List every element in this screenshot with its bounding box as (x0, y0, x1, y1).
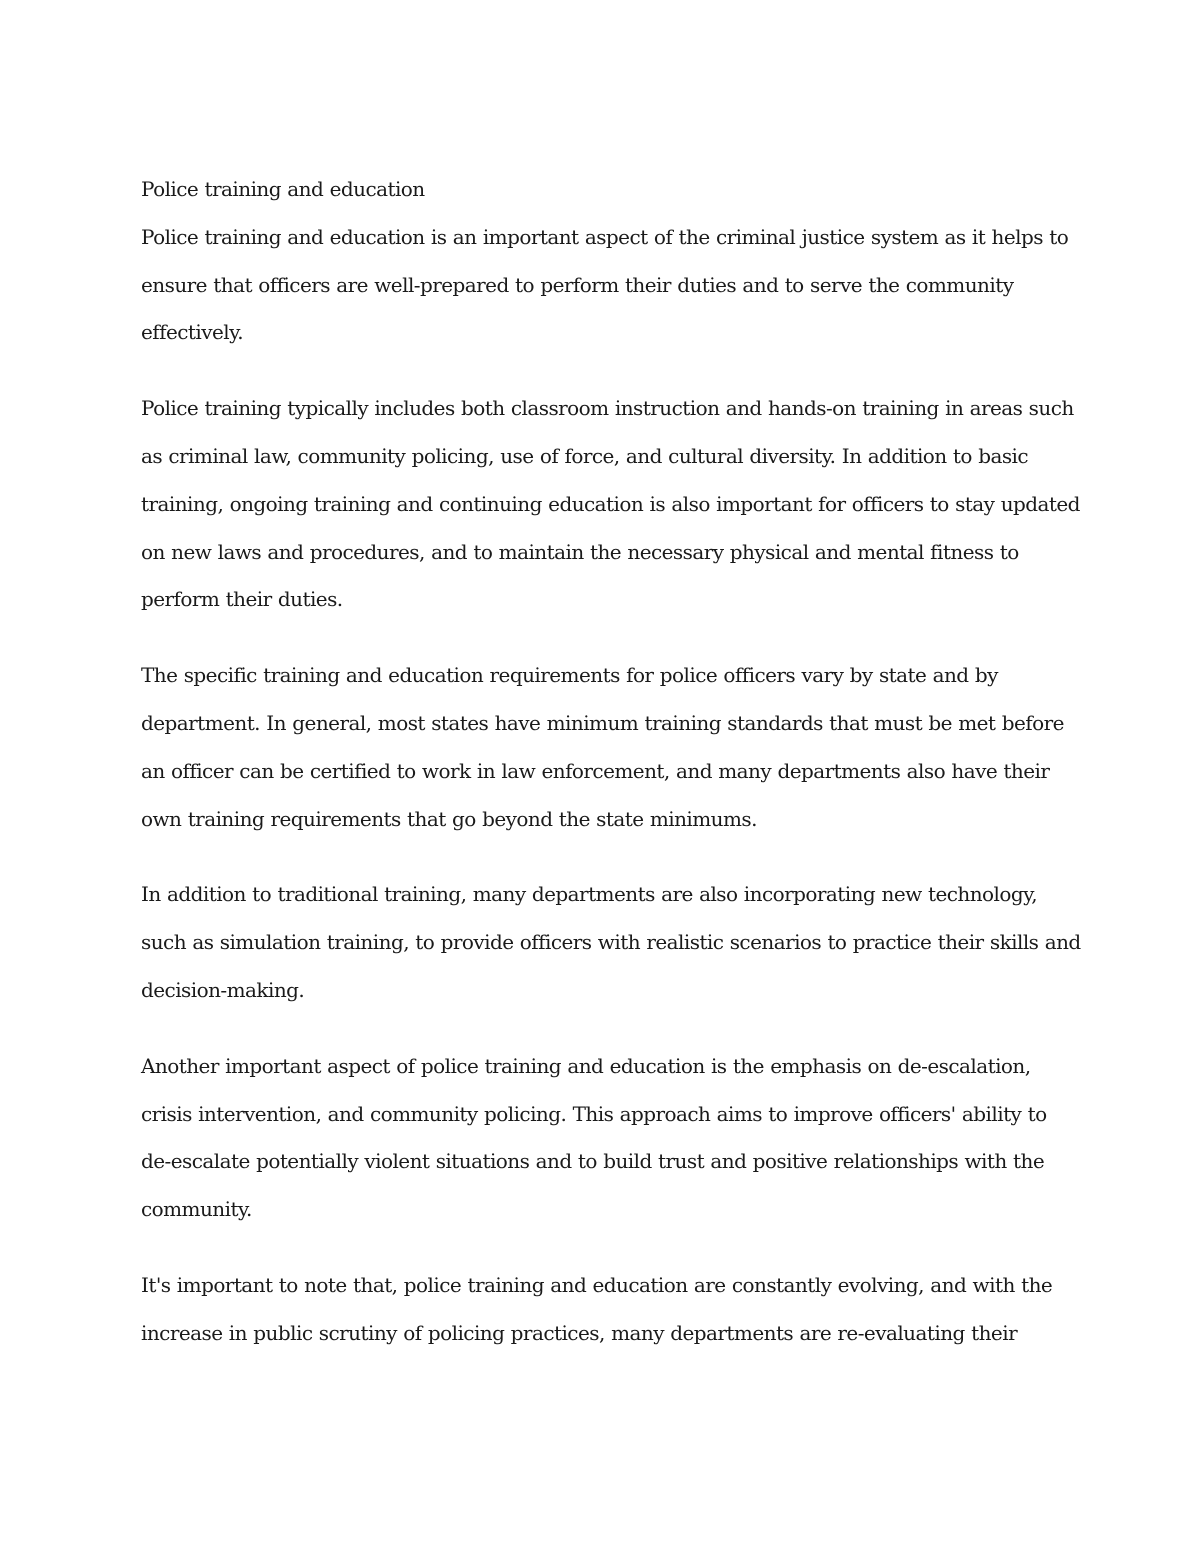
paragraph-5: Another important aspect of police training and education is the emphasis on de-escalation, crisis intervention, and community policing. This approach aims to improve officers' ability to de-escalate potentially violent situations and to build trust and positive relationships with the community. (141, 1053, 1047, 1222)
paragraph-3: The specific training and education requirements for police officers vary by state and by department. In general, most states have minimum training standards that must be met before an officer can be certified to work in law enforcement, and many departments also have their own training requirements that go beyond the state minimums. (141, 663, 1064, 831)
paragraph-4: In addition to traditional training, many departments are also incorporating new technology, such as simulation training, to provide officers with realistic scenarios to practice their skills and decision-making. (141, 882, 1081, 1002)
paragraph-1: Police training and education is an important aspect of the criminal justice system as it helps to ensure that officers are well-prepared to perform their duties and to serve the community effectively. (141, 224, 1069, 345)
paragraph-6: It's important to note that, police training and education are constantly evolving, and with the increase in public scrutiny of policing practices, many departments are re-evaluating their (141, 1272, 1053, 1345)
document-body (141, 166, 1081, 1386)
document-title: Police training and education (141, 177, 425, 201)
paragraph-2: Police training typically includes both classroom instruction and hands-on training in areas such as criminal law, community policing, use of force, and cultural diversity. In addition to basic training, ongoing training and continuing education is also important for officers to stay updated on new laws and procedures, and to maintain the necessary physical and mental fitness to perform their duties. (141, 396, 1080, 612)
